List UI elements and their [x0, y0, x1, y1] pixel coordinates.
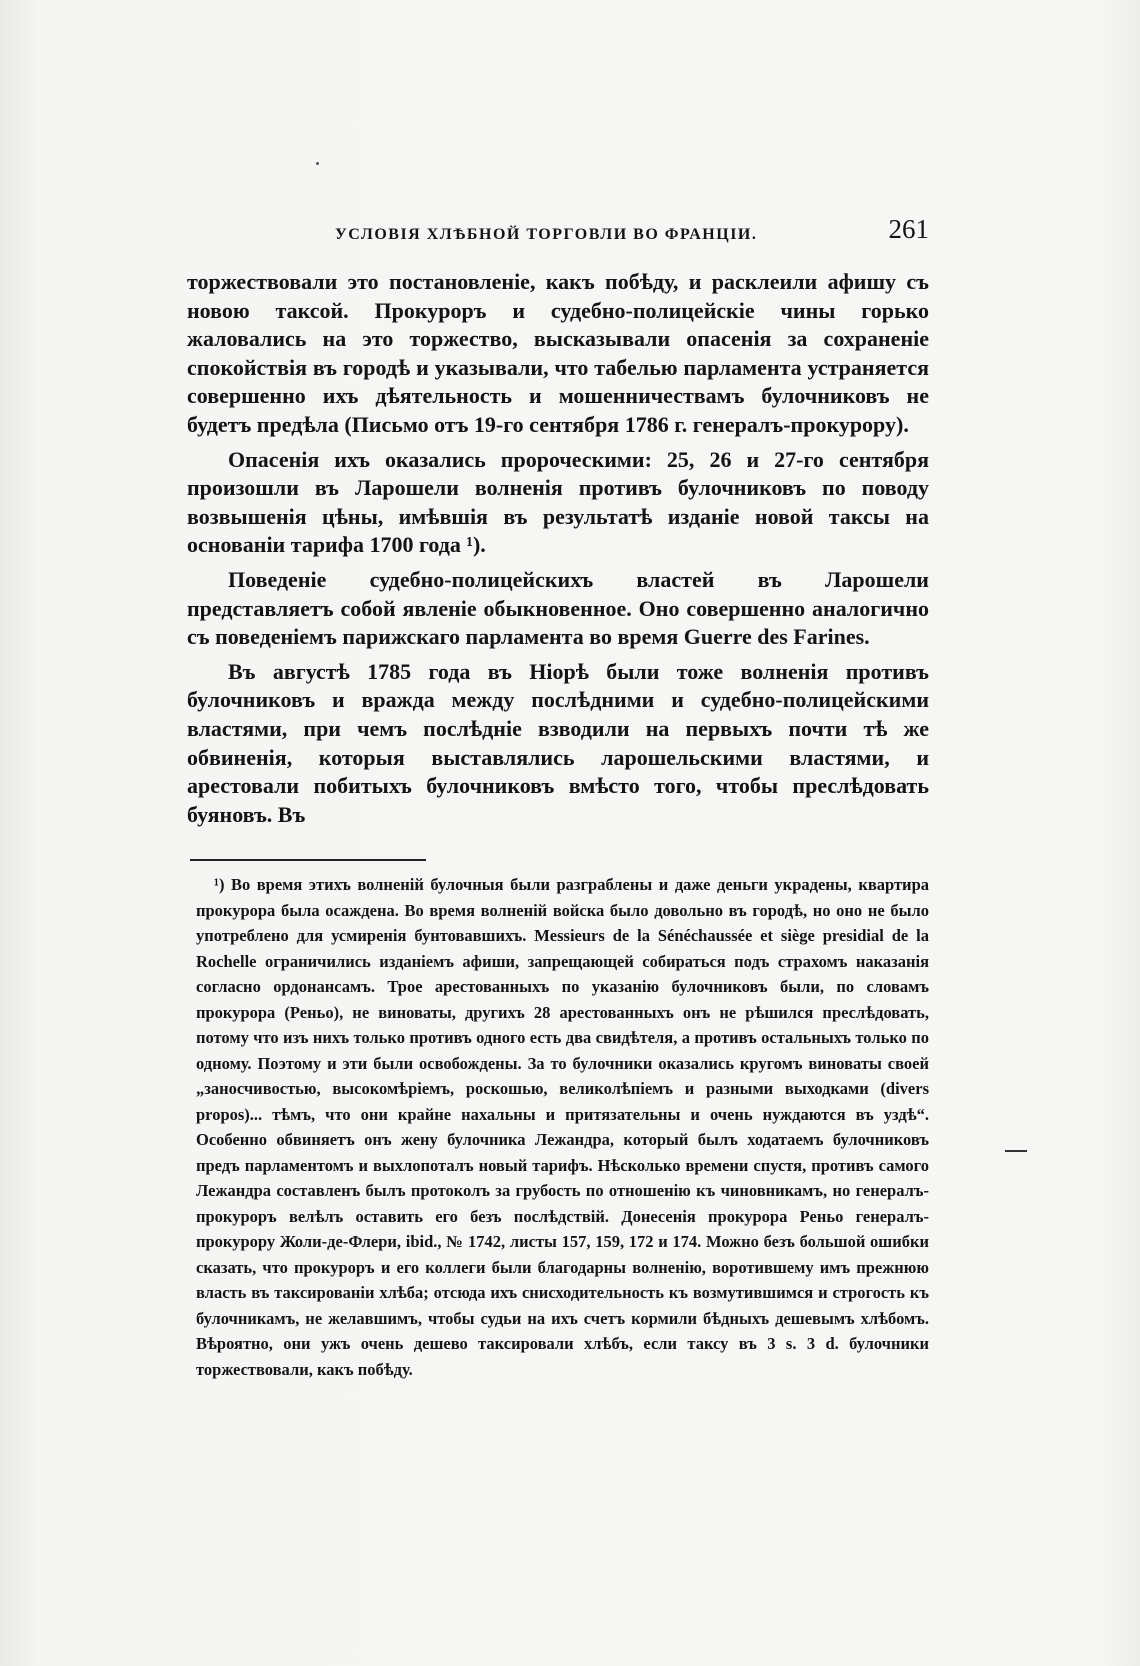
running-title: УСЛОВІЯ ХЛѢБНОЙ ТОРГОВЛИ ВО ФРАНЦІИ. — [335, 226, 758, 243]
paragraph-2: Опасенія ихъ оказались пророческими: 25, 26 и 27-го сентября произошли въ Ларошели волненія противъ булочниковъ по поводу возвышенія цѣны, имѣвшія въ результатѣ изданіе новой таксы на основаніи тарифа 1700 года ¹). — [187, 446, 929, 558]
print-speck — [316, 162, 319, 165]
paragraph-4: Въ августѣ 1785 года въ Ніорѣ были тоже волненія противъ булочниковъ и вражда между послѣдними и судебно-полицейскими властями, при чемъ послѣдніе взводили на первыхъ почти тѣ же обвиненія, которыя выставлялись ларошельскими властями, и арестовали побитыхъ булочниковъ вмѣсто того, чтобы преслѣдовать буяновъ. Въ — [187, 658, 929, 827]
paragraph-3: Поведеніе судебно-полицейскихъ властей въ Ларошели представляетъ собой явленіе обыкновенное. Оно совершенно аналогично съ поведеніемъ парижскаго парламента во время Guerre des Farines. — [187, 566, 929, 650]
margin-mark — [1005, 1150, 1027, 1152]
page-header — [187, 214, 929, 254]
paragraph-1: торжествовали это постановленіе, какъ побѣду, и расклеили афишу съ новою таксой. Прокуроръ и судебно-полицейскіе чины горько жаловались на это торжество, высказывали опасенія за сохраненіе спокойствія въ городѣ и указывали, что табелью парламента устраняется совершенно ихъ дѣятельность и мошенничествамъ булочниковъ не будетъ предѣла (Письмо отъ 19-го сентября 1786 г. генералъ-прокурору). — [187, 269, 929, 437]
footnote: ¹) Во время этихъ волненій булочныя были разграблены и даже деньги украдены, квартира прокурора была осаждена. Во время волненій войска было довольно въ городѣ, но оно не было употреблено для усмиренія бунтовавшихъ. Messieurs de la Sénéchaussée et siège presidial de la Rochelle ограничились изданіемъ афиши, запрещающей собираться подъ страхомъ наказанія согласно ордонансамъ. Трое арестованныхъ по указанію булочниковъ были, по словамъ прокурора (Реньо), не виноваты, другихъ 28 арестованныхъ онъ не рѣшился преслѣдовать, потому что изъ нихъ только противъ одного есть два свидѣтеля, а противъ остальныхъ только по одному. Поэтому и эти были освобождены. За то булочники оказались кругомъ виноваты своей „заносчивостью, высокомѣріемъ, роскошью, великолѣпіемъ и разными выходками (divers propos)... тѣмъ, что они крайне нахальны и притязательны и очень нуждаются въ уздѣ“. Особенно обвиняетъ онъ жену булочника Лежандра, который былъ ходатаемъ булочниковъ предъ парламентомъ и выхлопоталъ новый тарифъ. Нѣсколько времени спустя, противъ самого Лежандра составленъ былъ протоколъ за грубость по отношенію къ чиновникамъ, но генералъ-прокуроръ велѣлъ оставить его безъ послѣдствій. Донесенія прокурора Реньо генералъ-прокурору Жоли-де-Флери, ibid., № 1742, листы 157, 159, 172 и 174. Можно безъ большой ошибки сказать, что прокуроръ и его коллеги были благодарны волненію, воротившему имъ прежнюю власть въ таксированіи хлѣба; отсюда ихъ снисходительность къ возмутившимся и строгость къ булочникамъ, не желавшимъ, чтобы судьи на ихъ счетъ кормили бѣдныхъ дешевымъ хлѣбомъ. Вѣроятно, они ужъ очень дешево таксировали хлѣбъ, если таксу въ 3 s. 3 d. булочники торжествовали, какъ побѣду. — [196, 875, 929, 1379]
page-number: 261 — [888, 214, 929, 244]
main-text — [187, 268, 929, 835]
footnote-separator — [190, 859, 426, 861]
